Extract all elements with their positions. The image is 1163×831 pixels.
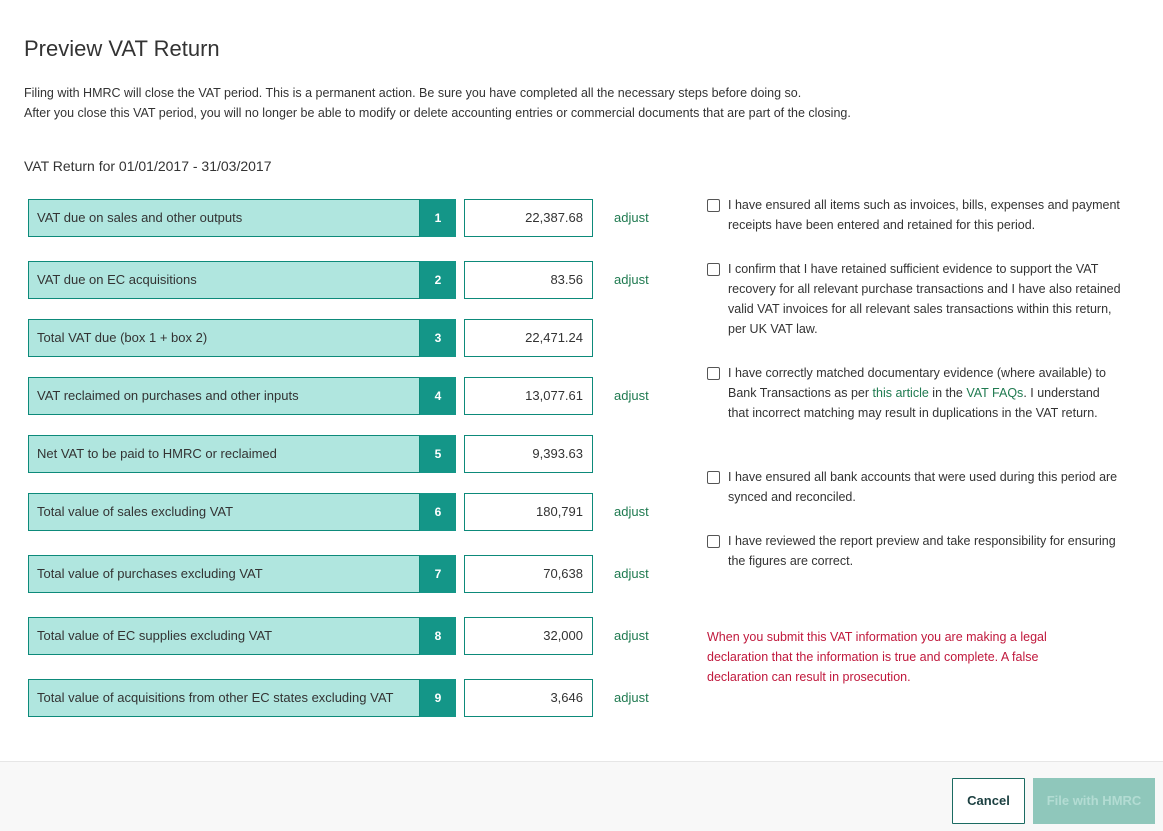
adjust-link[interactable]: adjust [614, 272, 649, 287]
intro-line-1: Filing with HMRC will close the VAT period. This is a permanent action. Be sure you have completed all the necessary steps before doing so. [24, 86, 802, 100]
vat-box-amount: 3,646 [464, 679, 593, 717]
file-with-hmrc-button[interactable]: File with HMRC [1033, 778, 1155, 824]
vat-box-number: 4 [420, 377, 456, 415]
vat-box-row-2 [28, 261, 668, 299]
vat-box-number: 9 [420, 679, 456, 717]
vat-box-row-4 [28, 377, 668, 415]
vat-box-label: Total value of acquisitions from other EC states excluding VAT [28, 679, 420, 717]
vat-box-row-6 [28, 493, 668, 531]
checklist-text: I have ensured all items such as invoices, bills, expenses and payment receipts have been entered and retained for this period. [728, 198, 1120, 232]
adjust-link[interactable]: adjust [614, 504, 649, 519]
modal-footer [0, 761, 1163, 831]
checklist-text: I have reviewed the report preview and take responsibility for ensuring the figures are correct. [728, 534, 1116, 568]
vat-box-row-1 [28, 199, 668, 237]
checklist-text: I have correctly matched documentary evidence (where available) to Bank Transactions as per this article in the VAT FAQs. I understand that incorrect matching may result in duplications in the VAT return. [728, 366, 1106, 420]
vat-box-number: 5 [420, 435, 456, 473]
vat-box-label: VAT due on EC acquisitions [28, 261, 420, 299]
vat-box-number: 7 [420, 555, 456, 593]
adjust-link[interactable]: adjust [614, 210, 649, 225]
vat-box-label: VAT reclaimed on purchases and other inputs [28, 377, 420, 415]
vat-period-heading: VAT Return for 01/01/2017 - 31/03/2017 [24, 158, 272, 174]
intro-text [24, 83, 851, 123]
vat-box-amount: 22,471.24 [464, 319, 593, 357]
checklist-text: I have ensured all bank accounts that were used during this period are synced and reconciled. [728, 470, 1118, 504]
vat-box-amount: 9,393.63 [464, 435, 593, 473]
adjust-link[interactable]: adjust [614, 388, 649, 403]
intro-line-2: After you close this VAT period, you will no longer be able to modify or delete accounting entries or commercial documents that are part of the closing. [24, 106, 851, 120]
vat-box-amount: 70,638 [464, 555, 593, 593]
vat-box-row-5 [28, 435, 668, 473]
vat-box-row-7 [28, 555, 668, 593]
vat-box-row-8 [28, 617, 668, 655]
cancel-button[interactable]: Cancel [952, 778, 1025, 824]
vat-box-label: Total VAT due (box 1 + box 2) [28, 319, 420, 357]
page-title: Preview VAT Return [24, 36, 220, 61]
checkbox-matching[interactable] [707, 367, 720, 380]
checkbox-evidence[interactable] [707, 263, 720, 276]
vat-box-amount: 13,077.61 [464, 377, 593, 415]
vat-box-number: 2 [420, 261, 456, 299]
adjust-link[interactable]: adjust [614, 690, 649, 705]
vat-box-amount: 32,000 [464, 617, 593, 655]
vat-box-amount: 22,387.68 [464, 199, 593, 237]
adjust-link[interactable]: adjust [614, 566, 649, 581]
checkbox-bank-accounts[interactable] [707, 471, 720, 484]
vat-box-row-9 [28, 679, 668, 717]
vat-box-number: 6 [420, 493, 456, 531]
legal-declaration-warning: When you submit this VAT information you are making a legal declaration that the information is true and complete. A false declaration can result in prosecution. [707, 630, 1047, 684]
vat-box-number: 8 [420, 617, 456, 655]
vat-box-label: Net VAT to be paid to HMRC or reclaimed [28, 435, 420, 473]
vat-box-number: 1 [420, 199, 456, 237]
vat-box-label: Total value of purchases excluding VAT [28, 555, 420, 593]
checkbox-review[interactable] [707, 535, 720, 548]
vat-box-label: VAT due on sales and other outputs [28, 199, 420, 237]
vat-box-row-3 [28, 319, 668, 357]
checkbox-entries[interactable] [707, 199, 720, 212]
vat-box-number: 3 [420, 319, 456, 357]
vat-faqs-link[interactable]: VAT FAQs [966, 386, 1024, 400]
vat-box-label: Total value of EC supplies excluding VAT [28, 617, 420, 655]
checklist-text: I confirm that I have retained sufficient evidence to support the VAT recovery for all relevant purchase transactions and I have also retained valid VAT invoices for all relevant sales transactions within this return, per UK VAT law. [728, 262, 1121, 336]
adjust-link[interactable]: adjust [614, 628, 649, 643]
this-article-link[interactable]: this article [872, 386, 929, 400]
vat-box-amount: 180,791 [464, 493, 593, 531]
vat-box-amount: 83.56 [464, 261, 593, 299]
vat-box-label: Total value of sales excluding VAT [28, 493, 420, 531]
